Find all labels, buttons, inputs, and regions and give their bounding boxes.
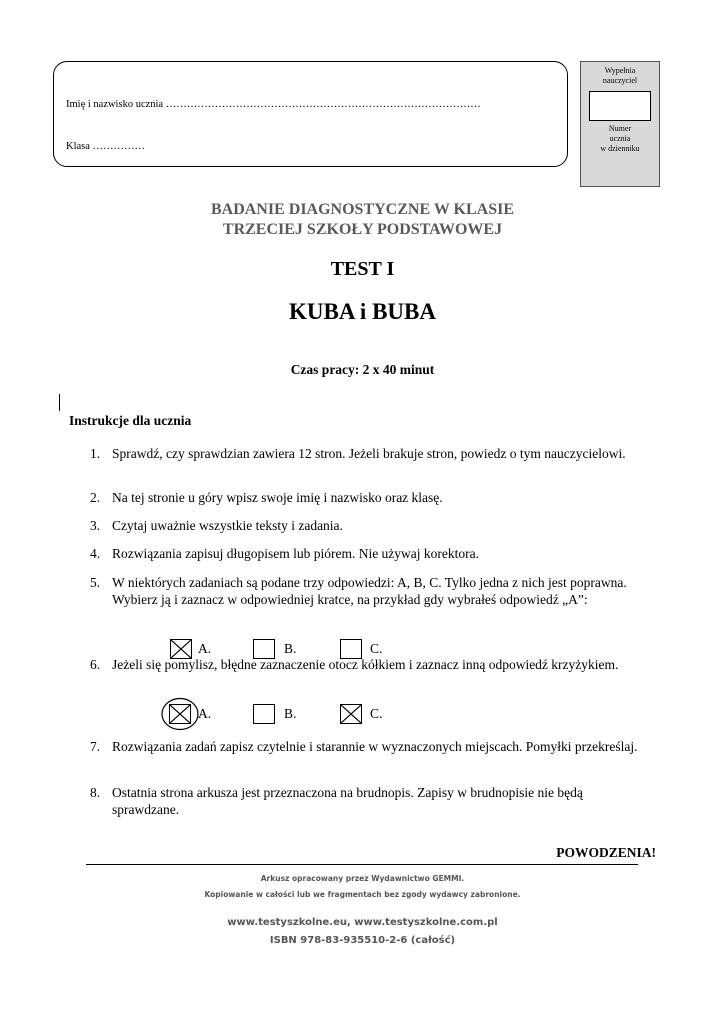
checked-box-example [170,639,192,659]
text-cursor [59,394,60,411]
option-c-label: C. [370,641,383,656]
exam-title-line1: BADANIE DIAGNOSTYCZNE W KLASIE [210,201,515,218]
student-name-field[interactable]: Imię i nazwisko ucznia ……………………………………………………………………………… [66,99,481,110]
instruction-item: Na tej stronie u góry wpisz swoje imię i nazwisko oraz klasę. [112,490,443,505]
item-number: 1. [90,446,101,461]
checked-box-example [340,704,362,724]
isbn-text: ISBN 978-83-935510-2-6 (całość) [269,935,456,946]
copyright-note: Kopiowanie w całości lub we fragmentach bez zgody wydawcy zabronione. [204,890,521,899]
instructions-heading: Instrukcje dla ucznia [69,413,192,428]
student-number-label: Numer ucznia w dzienniku [600,124,640,153]
test-name: KUBA i BUBA [289,299,436,324]
crossed-out-box-example [169,704,191,724]
option-b-label: B. [284,641,297,656]
empty-box-example [253,639,275,659]
exam-title-line2: TRZECIEJ SZKOŁY PODSTAWOWEJ [222,221,503,238]
item-number: 4. [90,546,101,561]
item-number: 8. [90,785,101,800]
good-luck-text: POWODZENIA! [556,845,656,860]
item-number: 7. [90,739,101,754]
instruction-item: Rozwiązania zapisuj długopisem lub piórem. Nie używaj korektora. [112,546,480,561]
teacher-fill-label: Wypełnia nauczyciel [602,66,638,85]
empty-box-example [340,639,362,659]
test-label: TEST I [330,258,395,280]
instruction-item: Sprawdź, czy sprawdzian zawiera 12 stron. Jeżeli brakuje stron, powiedz o tym nauczycielowi. [112,446,626,461]
class-field[interactable]: Klasa …………… [66,141,146,152]
empty-box-example [253,704,275,724]
cross-mark-icon [171,640,191,658]
instruction-item: Rozwiązania zadań zapisz czytelnie i starannie w wyznaczonych miejscach. Pomyłki przekreślaj. [112,739,638,754]
instruction-item: Jeżeli się pomylisz, błędne zaznaczenie otocz kółkiem i zaznacz inną odpowiedź krzyżykiem. [112,657,619,672]
student-number-input[interactable] [589,91,651,121]
website-links[interactable]: www.testyszkolne.eu, www.testyszkolne.com.pl [227,917,498,928]
instruction-item: Czytaj uważnie wszystkie teksty i zadania. [112,518,343,533]
option-a-label: A. [198,641,212,656]
work-time: Czas pracy: 2 x 40 minut [290,362,435,377]
option-a-label: A. [198,706,212,721]
instruction-item: W niektórych zadaniach są podane trzy odpowiedzi: A, B, C. Tylko jedna z nich jest poprawna. Wybierz ją i zaznacz w odpowiedniej kratce, na przykład gdy wybrałeś odpowiedź „A”: [112,575,627,607]
item-number: 6. [90,657,101,672]
item-number: 3. [90,518,101,533]
footer-divider [86,864,638,865]
cross-mark-icon [341,705,361,723]
item-number: 2. [90,490,101,505]
option-c-label: C. [370,706,383,721]
item-number: 5. [90,575,101,590]
instruction-item: Ostatnia strona arkusza jest przeznaczona na brudnopis. Zapisy w brudnopisie nie będą sprawdzane. [112,785,583,817]
teacher-box [580,61,660,187]
student-info-box [53,61,568,167]
cross-mark-icon [170,705,190,723]
option-b-label: B. [284,706,297,721]
publisher-note: Arkusz opracowany przez Wydawnictwo GEMMI. [260,874,465,883]
